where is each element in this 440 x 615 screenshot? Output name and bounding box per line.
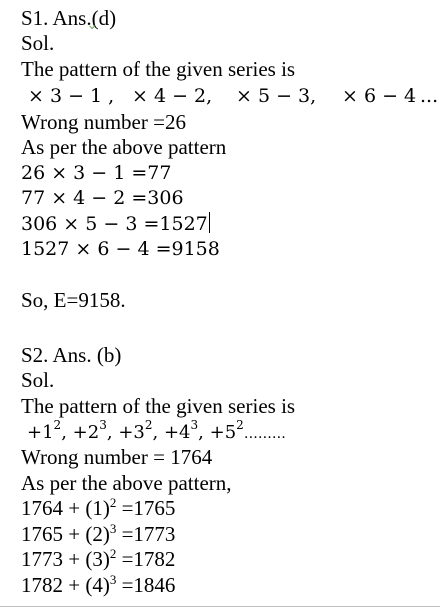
s2-term-1: $+1^2$ [27, 418, 62, 443]
s1-conclusion: So, E=9158. [21, 288, 126, 312]
s2-term-3: $+3^2$ [118, 418, 153, 443]
s1-sol-label: Sol. [21, 31, 55, 55]
s2-sol-label: Sol. [21, 368, 55, 392]
s1-step-3-text: 306 × 5 − 3 =1527 [21, 213, 208, 235]
s1-wrong-number: Wrong number =26 [21, 110, 186, 134]
s2-step-2: $1765 + (2)^3 =1773$ [21, 521, 176, 546]
bottom-divider [0, 606, 440, 607]
s2-series-pattern: $+1^2$, $+2^3$, $+3^2$, $+4^3$, $+5^2\dots\dots\dots$ [27, 418, 286, 443]
s2-term-2: $+2^3$ [72, 418, 107, 443]
s1-pattern-intro: The pattern of the given series is [21, 57, 296, 81]
text-cursor [209, 212, 211, 233]
s1-op-ellipsis: ... [420, 85, 439, 107]
s1-op-4: × 6 − 4 [342, 85, 417, 107]
s2-heading: S2. Ans. (b) [21, 343, 122, 367]
s1-step-4: 1527 × 6 − 4 =9158 [21, 238, 220, 260]
s2-step-4: $1782 + (4)^3 =1846$ [21, 572, 176, 597]
s1-step-3 [21, 212, 210, 237]
s2-pattern-intro: The pattern of the given series is [21, 394, 296, 418]
s2-step-3: $1773 + (3)^2 =1782$ [21, 546, 176, 571]
s1-op-1: × 3 − 1 , [28, 85, 115, 107]
s2-wrong-number: Wrong number = 1764 [21, 445, 213, 469]
s2-term-5: $+5^2$ [209, 418, 244, 443]
s1-as-per: As per the above pattern [21, 135, 227, 159]
s1-op-3: × 5 − 3, [236, 85, 317, 107]
s1-step-1: 26 × 3 − 1 =77 [21, 162, 172, 184]
s2-as-per: As per the above pattern, [21, 471, 232, 495]
s1-step-2: 77 × 4 − 2 =306 [21, 187, 184, 209]
s1-heading: S1. Ans.(d) [21, 6, 117, 30]
s2-term-4: $+4^3$ [163, 418, 199, 443]
s1-op-2: × 4 − 2, [132, 85, 213, 107]
s2-step-1: $1764 + (1)^2 =1765$ [21, 495, 176, 520]
s2-series-tail: ……… [243, 426, 286, 442]
